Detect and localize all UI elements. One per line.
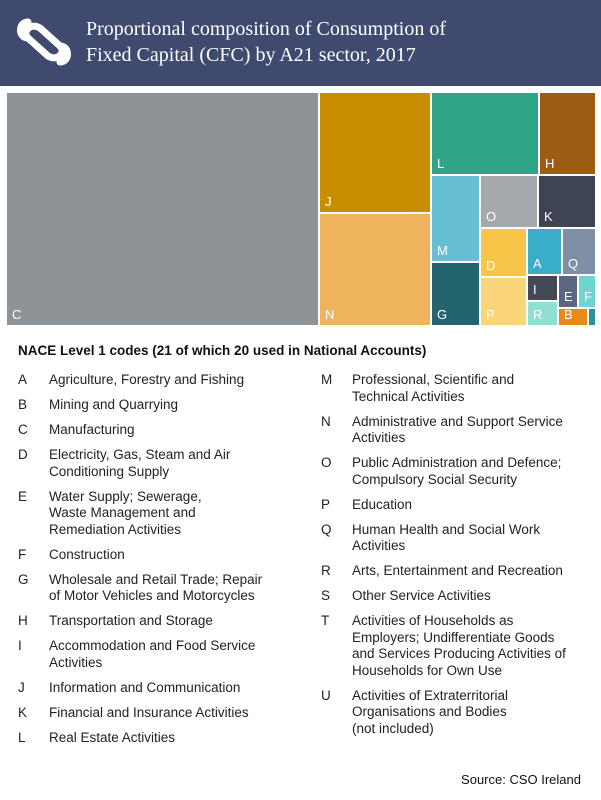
treemap-label-a: A [533, 256, 542, 271]
source-note: Source: CSO Ireland [461, 772, 581, 787]
legend-item-c [18, 422, 308, 439]
legend-description-line: Electricity, Gas, Steam and Air [49, 447, 231, 462]
legend-item-b [18, 397, 308, 414]
legend-code: S [321, 588, 331, 603]
legend-code: H [18, 613, 28, 628]
treemap-tile-s [589, 309, 595, 325]
treemap-label-j: J [325, 194, 332, 209]
treemap-label-c: C [12, 307, 22, 322]
legend-item-l [18, 730, 308, 747]
legend-description-line: Compulsory Social Security [352, 471, 518, 487]
legend-code: K [18, 704, 28, 720]
legend-description-line: Financial and Insurance Activities [49, 704, 249, 720]
legend-item-q [321, 522, 596, 555]
legend-description-line: Water Supply; Sewerage, [49, 488, 202, 504]
legend-code: U [321, 687, 331, 703]
legend-code: J [18, 679, 25, 695]
legend-item-j [18, 680, 308, 697]
legend-item-m [321, 372, 596, 405]
legend-description-line: Activities of Extraterritorial [352, 687, 509, 703]
legend-left-column [18, 372, 308, 755]
legend-description-line: Human Health and Social Work [352, 521, 541, 537]
legend-description-line: Manufacturing [49, 422, 135, 437]
legend-item-d [18, 447, 308, 480]
legend-code: T [321, 613, 330, 628]
legend-item-s [321, 588, 596, 605]
treemap-label-e: E [564, 289, 573, 304]
legend-description-line: (not included) [352, 720, 434, 736]
legend-item-t [321, 613, 596, 679]
treemap-label-h: H [545, 156, 555, 171]
legend-code: C [18, 422, 28, 437]
legend-code: I [18, 638, 22, 653]
legend-description-line: Activities of Households as [352, 613, 514, 628]
legend-code: G [18, 571, 29, 587]
legend-item-n [321, 414, 596, 447]
legend-description-line: Professional, Scientific and [352, 372, 515, 387]
treemap-svg [6, 92, 596, 326]
treemap-label-q: Q [568, 256, 579, 271]
legend-description-line: Real Estate Activities [49, 729, 176, 745]
legend-item-i [18, 638, 308, 671]
legend-description-line: Activities [49, 654, 103, 670]
treemap-label-d: D [486, 258, 496, 273]
legend-code: L [18, 729, 26, 745]
legend-item-k [18, 705, 308, 722]
treemap-label-r: R [533, 307, 543, 322]
legend-title: NACE Level 1 codes (21 of which 20 used in National Accounts) [18, 343, 427, 358]
legend-description-line: Administrative and Support Service [352, 413, 563, 429]
treemap-tile-j [320, 93, 430, 212]
legend-description-line: Activities [352, 430, 406, 445]
legend-description-line: Organisations and Bodies [352, 704, 507, 719]
header-banner [0, 0, 601, 86]
treemap-label-g: G [437, 307, 448, 322]
legend-description-line: Accommodation and Food Service [49, 638, 256, 653]
legend-description-line: Education [352, 496, 413, 512]
legend-code: B [18, 397, 28, 412]
cso-logo-icon [14, 12, 74, 72]
treemap-label-m: M [437, 243, 448, 258]
legend-description-line: of Motor Vehicles and Motorcycles [49, 588, 255, 603]
treemap-label-b: B [564, 307, 573, 322]
treemap-label-f: F [584, 289, 592, 304]
legend-item-u [321, 688, 596, 738]
treemap-label-o: O [486, 209, 497, 224]
legend-item-g [18, 572, 308, 605]
legend-code: Q [321, 521, 332, 537]
legend-item-a [18, 372, 308, 389]
legend-description-line: Construction [49, 546, 125, 562]
legend-description-line: Activities [352, 538, 406, 553]
treemap-label-p: P [486, 307, 495, 322]
legend-item-f [18, 547, 308, 564]
legend-item-o [321, 455, 596, 488]
treemap-tile-l [432, 93, 538, 174]
treemap-label-i: I [533, 282, 537, 297]
legend-description-line: Information and Communication [49, 679, 241, 695]
legend-description-line: Mining and Quarrying [49, 397, 179, 412]
legend-description-line: Conditioning Supply [49, 463, 170, 479]
legend-code: O [321, 455, 332, 470]
legend-code: E [18, 488, 28, 504]
legend-item-p [321, 497, 596, 514]
treemap-tile-n [320, 214, 430, 325]
legend-description-line: Waste Management and [49, 505, 196, 520]
legend-item-h [18, 613, 308, 630]
legend-code: A [18, 372, 28, 387]
legend-description-line: Technical Activities [352, 388, 465, 404]
chart-title-line-2: Fixed Capital (CFC) by A21 sector, 2017 [86, 44, 416, 66]
legend-description-line: Employers; Undifferentiate Goods [352, 629, 555, 645]
legend-code: F [18, 546, 27, 562]
treemap-label-l: L [437, 156, 445, 171]
legend-description-line: Public Administration and Defence; [352, 455, 562, 470]
treemap [6, 92, 596, 326]
legend-item-e [18, 489, 308, 539]
legend-description-line: and Services Producing Activities of [352, 646, 566, 661]
legend-description-line: Agriculture, Forestry and Fishing [49, 372, 245, 387]
legend-right-column [321, 372, 596, 746]
legend-description-line: Wholesale and Retail Trade; Repair [49, 571, 263, 587]
chart-title-line-1: Proportional composition of Consumption of [86, 18, 446, 40]
legend-code: D [18, 447, 28, 462]
legend-description-line: Transportation and Storage [49, 613, 213, 628]
legend-description-line: Remediation Activities [49, 521, 182, 537]
legend-description-line: Other Service Activities [352, 588, 491, 603]
chart-title [86, 16, 591, 68]
treemap-tile-c [7, 93, 318, 325]
treemap-label-n: N [325, 307, 335, 322]
legend-code: N [321, 413, 331, 429]
legend-code: M [321, 372, 333, 387]
legend-code: R [321, 563, 331, 578]
legend-description-line: Arts, Entertainment and Recreation [352, 563, 563, 578]
treemap-label-k: K [544, 209, 553, 224]
legend-code: P [321, 496, 331, 512]
legend-description-line: Households for Own Use [352, 662, 503, 678]
legend-item-r [321, 563, 596, 580]
